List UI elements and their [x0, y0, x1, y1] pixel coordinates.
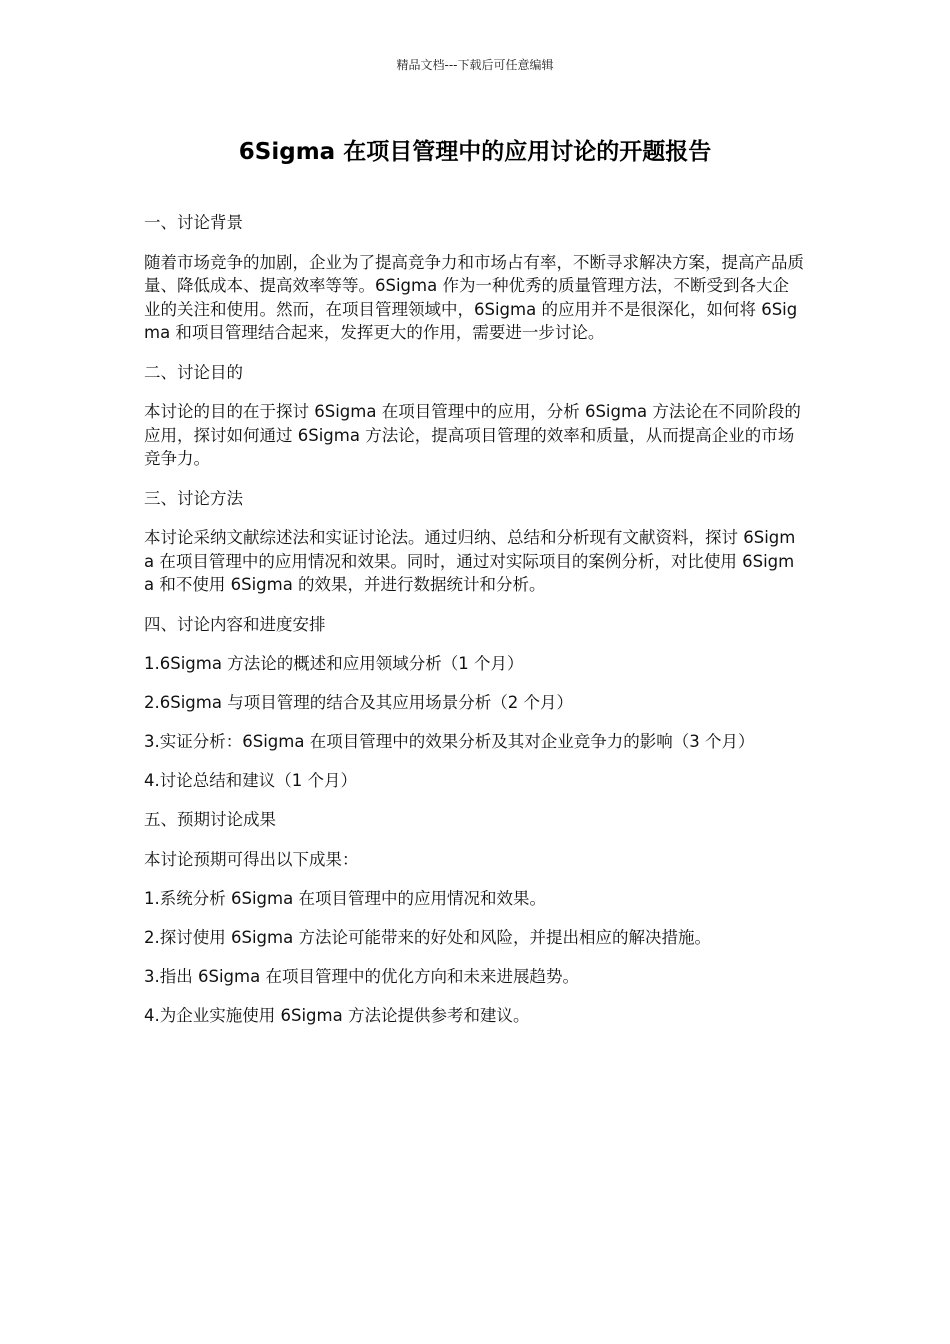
- page-header: 精品文档---下载后可任意编辑: [396, 58, 554, 72]
- section-body-purpose: 本讨论的目的在于探讨 6Sigma 在项目管理中的应用，分析 6Sigma 方法论在不同阶段的应用，探讨如何通过 6Sigma 方法论，提高项目管理的效率和质量，从而提高企业的市场竞争力。: [144, 402, 801, 468]
- section-body-method: 本讨论采纳文献综述法和实证讨论法。通过归纳、总结和分析现有文献资料，探讨 6Sigma 在项目管理中的应用情况和效果。同时，通过对实际项目的案例分析，对比使用 6Sigma 和不使用 6Sigma 的效果，并进行数据统计和分析。: [144, 528, 796, 594]
- outcome-item: 1.系统分析 6Sigma 在项目管理中的应用情况和效果。: [144, 888, 546, 908]
- section-heading-background: 一、讨论背景: [144, 213, 243, 232]
- schedule-item: 2.6Sigma 与项目管理的结合及其应用场景分析（2 个月）: [144, 693, 573, 712]
- outcomes-intro: 本讨论预期可得出以下成果：: [144, 849, 359, 869]
- document-title: 6Sigma 在项目管理中的应用讨论的开题报告: [238, 139, 712, 165]
- section-heading-method: 三、讨论方法: [144, 488, 243, 508]
- section-body-background: 随着市场竞争的加剧，企业为了提高竞争力和市场占有率，不断寻求解决方案，提高产品质量、降低成本、提高效率等等。6Sigma 作为一种优秀的质量管理方法，不断受到各大企业的关注和使用。然而，在项目管理领域中，6Sigma 的应用并不是很深化，如何将 6Sigma 和项目管理结合起来，发挥更大的作用，需要进一步讨论。: [144, 252, 804, 342]
- document-body: [144, 211, 804, 1043]
- outcome-item: 3.指出 6Sigma 在项目管理中的优化方向和未来进展趋势。: [144, 966, 579, 986]
- outcome-item: 4.为企业实施使用 6Sigma 方法论提供参考和建议。: [144, 1005, 530, 1025]
- schedule-item: 4.讨论总结和建议（1 个月）: [144, 771, 357, 790]
- schedule-item: 1.6Sigma 方法论的概述和应用领域分析（1 个月）: [144, 654, 524, 673]
- outcome-item: 2.探讨使用 6Sigma 方法论可能带来的好处和风险，并提出相应的解决措施。: [144, 927, 711, 947]
- section-heading-outcomes: 五、预期讨论成果: [144, 810, 276, 829]
- section-heading-purpose: 二、讨论目的: [144, 362, 243, 382]
- section-heading-schedule: 四、讨论内容和进度安排: [144, 614, 326, 634]
- schedule-item: 3.实证分析：6Sigma 在项目管理中的效果分析及其对企业竞争力的影响（3 个月）: [144, 732, 755, 751]
